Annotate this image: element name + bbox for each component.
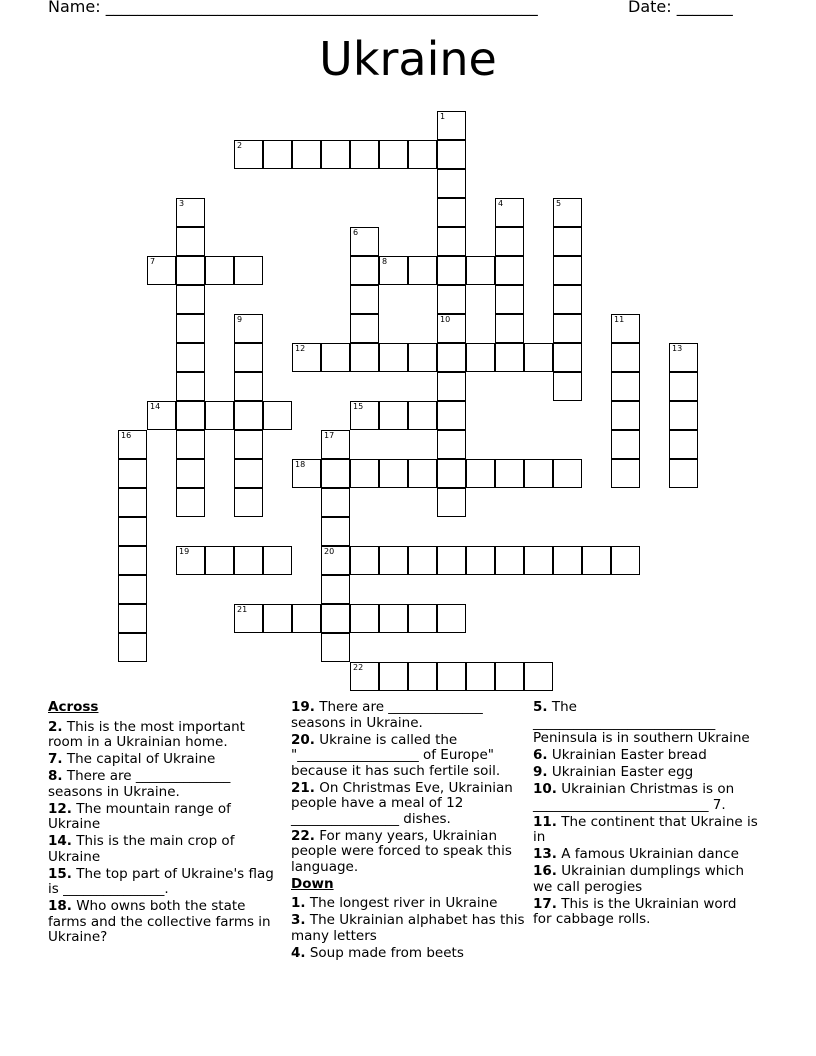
clue-number: 5 <box>556 199 562 208</box>
grid-cell[interactable] <box>205 546 234 575</box>
grid-cell[interactable] <box>495 662 524 691</box>
grid-cell[interactable] <box>263 401 292 430</box>
clue-number-label: 20. <box>291 731 315 748</box>
clue-number: 15 <box>353 402 364 411</box>
clue-text: Ukraine is called the "__________________ of Europe" because it has such fertile soil. <box>291 731 501 779</box>
grid-cell[interactable] <box>234 372 263 401</box>
grid-cell[interactable] <box>350 140 379 169</box>
clue-number: 21 <box>237 605 248 614</box>
grid-cell[interactable] <box>408 256 437 285</box>
clue-number-label: 4. <box>291 944 306 961</box>
grid-cell[interactable] <box>466 546 495 575</box>
clue-text: This is the most important room in a Ukrainian home. <box>48 718 245 750</box>
across-clue <box>48 834 283 865</box>
grid-cell[interactable] <box>176 372 205 401</box>
grid-cell[interactable] <box>321 604 350 633</box>
grid-cell[interactable] <box>437 314 466 343</box>
grid-cell[interactable] <box>234 401 263 430</box>
down-clue <box>291 913 526 944</box>
grid-cell[interactable] <box>176 314 205 343</box>
grid-cell[interactable] <box>118 488 147 517</box>
grid-cell[interactable] <box>437 169 466 198</box>
across-clue <box>291 781 526 828</box>
grid-cell[interactable] <box>553 198 582 227</box>
name-label: Name: <box>48 0 101 16</box>
clue-text: The mountain range of Ukraine <box>48 800 231 832</box>
clue-number: 4 <box>498 199 504 208</box>
clue-text: The capital of Ukraine <box>62 751 216 767</box>
grid-cell[interactable] <box>350 285 379 314</box>
grid-cell[interactable] <box>553 285 582 314</box>
clue-number-label: 13. <box>533 846 557 862</box>
grid-cell[interactable] <box>379 604 408 633</box>
across-clue <box>291 829 526 876</box>
grid-cell[interactable] <box>553 343 582 372</box>
grid-cell[interactable] <box>118 459 147 488</box>
down-clue <box>533 765 758 781</box>
grid-cell[interactable] <box>553 256 582 285</box>
clue-text: The Ukrainian alphabet has this many letters <box>291 912 525 944</box>
grid-cell[interactable] <box>408 343 437 372</box>
grid-cell[interactable] <box>350 401 379 430</box>
across-clue-list <box>48 720 283 946</box>
grid-cell[interactable] <box>437 430 466 459</box>
grid-cell[interactable] <box>292 604 321 633</box>
clue-number-label: 11. <box>533 813 557 830</box>
grid-cell[interactable] <box>234 140 263 169</box>
grid-cell[interactable] <box>234 314 263 343</box>
clue-text: Ukrainian Easter bread <box>547 747 707 763</box>
clue-number: 6 <box>353 228 359 237</box>
grid-cell[interactable] <box>321 633 350 662</box>
clue-text: This is the main crop of Ukraine <box>48 833 235 865</box>
clue-number: 7 <box>150 257 156 266</box>
clue-number-label: 9. <box>533 764 548 780</box>
grid-cell[interactable] <box>234 546 263 575</box>
clue-text: A famous Ukrainian dance <box>556 846 739 862</box>
grid-cell[interactable] <box>350 604 379 633</box>
clue-text: Ukrainian dumplings which we call perogies <box>533 863 745 895</box>
grid-cell[interactable] <box>292 343 321 372</box>
grid-cell[interactable] <box>350 546 379 575</box>
down-clue <box>533 700 758 747</box>
down-clue <box>533 897 758 928</box>
clue-number: 13 <box>672 344 683 353</box>
grid-cell[interactable] <box>234 343 263 372</box>
across-clue-list-continued <box>291 700 526 875</box>
grid-cell[interactable] <box>437 227 466 256</box>
clue-number-label: 16. <box>533 863 557 879</box>
grid-cell[interactable] <box>611 459 640 488</box>
grid-cell[interactable] <box>321 575 350 604</box>
clue-number: 22 <box>353 663 364 672</box>
clue-number: 20 <box>324 547 335 556</box>
clues-column-2 <box>291 700 526 963</box>
grid-cell[interactable] <box>234 459 263 488</box>
grid-cell[interactable] <box>234 256 263 285</box>
grid-cell[interactable] <box>437 285 466 314</box>
down-clue <box>533 864 758 895</box>
grid-cell[interactable] <box>176 430 205 459</box>
clue-number-label: 14. <box>48 833 72 849</box>
down-clue <box>291 946 526 962</box>
clue-number-label: 21. <box>291 779 315 796</box>
grid-cell[interactable] <box>524 546 553 575</box>
grid-cell[interactable] <box>234 604 263 633</box>
clue-number-label: 15. <box>48 865 72 882</box>
clue-number: 1 <box>440 112 446 121</box>
grid-cell[interactable] <box>321 459 350 488</box>
clue-text: Ukrainian Christmas is on __________________________ 7. <box>533 781 735 813</box>
grid-cell[interactable] <box>495 546 524 575</box>
grid-cell[interactable] <box>379 662 408 691</box>
grid-cell[interactable] <box>611 430 640 459</box>
clue-number: 9 <box>237 315 243 324</box>
grid-cell[interactable] <box>524 662 553 691</box>
date-blank[interactable]: _______ <box>676 0 733 16</box>
clue-number-label: 8. <box>48 768 63 784</box>
clue-number: 11 <box>614 315 625 324</box>
across-clue <box>48 752 283 768</box>
clue-text: There are ______________ seasons in Ukraine. <box>48 768 231 800</box>
clue-text: The longest river in Ukraine <box>305 895 498 911</box>
grid-cell[interactable] <box>350 343 379 372</box>
grid-cell[interactable] <box>263 140 292 169</box>
clue-text: The continent that Ukraine is in <box>533 813 758 845</box>
grid-cell[interactable] <box>205 401 234 430</box>
grid-cell[interactable] <box>611 401 640 430</box>
grid-cell[interactable] <box>495 343 524 372</box>
grid-cell[interactable] <box>669 401 698 430</box>
clue-number-label: 5. <box>533 699 548 715</box>
clue-number-label: 7. <box>48 751 63 767</box>
grid-cell[interactable] <box>118 604 147 633</box>
across-clue <box>48 899 283 946</box>
grid-cell[interactable] <box>437 111 466 140</box>
clue-number: 18 <box>295 460 306 469</box>
clue-number: 12 <box>295 344 306 353</box>
grid-cell[interactable] <box>292 140 321 169</box>
clue-number-label: 19. <box>291 699 315 715</box>
grid-cell[interactable] <box>553 314 582 343</box>
clue-number-label: 17. <box>533 895 557 912</box>
grid-cell[interactable] <box>408 401 437 430</box>
down-clue <box>533 782 758 813</box>
clue-number-label: 22. <box>291 827 315 844</box>
grid-cell[interactable] <box>611 343 640 372</box>
grid-cell[interactable] <box>553 227 582 256</box>
grid-cell[interactable] <box>669 430 698 459</box>
grid-cell[interactable] <box>437 372 466 401</box>
grid-cell[interactable] <box>176 343 205 372</box>
grid-cell[interactable] <box>582 546 611 575</box>
clue-number-label: 2. <box>48 718 63 735</box>
down-clue-list <box>291 896 526 961</box>
clue-text: For many years, Ukrainian people were forced to speak this language. <box>291 827 512 875</box>
grid-cell[interactable] <box>176 401 205 430</box>
grid-cell[interactable] <box>437 256 466 285</box>
grid-cell[interactable] <box>437 459 466 488</box>
grid-cell[interactable] <box>379 140 408 169</box>
across-clue <box>48 802 283 833</box>
grid-cell[interactable] <box>292 459 321 488</box>
clue-text: Who owns both the state farms and the collective farms in Ukraine? <box>48 898 271 945</box>
grid-cell[interactable] <box>553 459 582 488</box>
grid-cell[interactable] <box>611 372 640 401</box>
grid-cell[interactable] <box>234 488 263 517</box>
clues-column-1 <box>48 700 283 947</box>
down-clue <box>291 896 526 912</box>
grid-cell[interactable] <box>437 198 466 227</box>
grid-cell[interactable] <box>437 662 466 691</box>
grid-cell[interactable] <box>379 546 408 575</box>
grid-cell[interactable] <box>118 633 147 662</box>
grid-cell[interactable] <box>147 256 176 285</box>
grid-cell[interactable] <box>408 140 437 169</box>
grid-cell[interactable] <box>176 546 205 575</box>
grid-cell[interactable] <box>321 343 350 372</box>
grid-cell[interactable] <box>669 372 698 401</box>
clue-number: 17 <box>324 431 335 440</box>
grid-cell[interactable] <box>234 430 263 459</box>
across-clue <box>48 769 283 800</box>
clue-number: 3 <box>179 199 185 208</box>
grid-cell[interactable] <box>321 488 350 517</box>
grid-cell[interactable] <box>118 517 147 546</box>
clue-number-label: 18. <box>48 898 72 914</box>
grid-cell[interactable] <box>524 459 553 488</box>
grid-cell[interactable] <box>495 198 524 227</box>
grid-cell[interactable] <box>466 256 495 285</box>
grid-cell[interactable] <box>437 546 466 575</box>
clue-number-label: 3. <box>291 912 306 928</box>
grid-cell[interactable] <box>118 575 147 604</box>
grid-cell[interactable] <box>408 662 437 691</box>
across-clue <box>291 733 526 780</box>
grid-cell[interactable] <box>669 459 698 488</box>
clue-number: 16 <box>121 431 132 440</box>
grid-cell[interactable] <box>553 372 582 401</box>
grid-cell[interactable] <box>379 343 408 372</box>
grid-cell[interactable] <box>350 256 379 285</box>
grid-cell[interactable] <box>437 488 466 517</box>
grid-cell[interactable] <box>118 430 147 459</box>
grid-cell[interactable] <box>350 314 379 343</box>
grid-cell[interactable] <box>495 227 524 256</box>
grid-cell[interactable] <box>205 256 234 285</box>
clues-column-3 <box>533 700 758 929</box>
clue-number: 2 <box>237 141 243 150</box>
grid-cell[interactable] <box>437 604 466 633</box>
down-clue <box>533 847 758 863</box>
grid-cell[interactable] <box>437 140 466 169</box>
clue-text: On Christmas Eve, Ukrainian people have a meal of 12 ________________ dishes. <box>291 779 513 827</box>
grid-cell[interactable] <box>321 546 350 575</box>
clue-number: 8 <box>382 257 388 266</box>
grid-cell[interactable] <box>147 401 176 430</box>
grid-cell[interactable] <box>495 314 524 343</box>
grid-cell[interactable] <box>263 546 292 575</box>
clue-number-label: 12. <box>48 800 72 817</box>
clue-text: There are ______________ seasons in Ukraine. <box>291 699 483 731</box>
down-clue-list-continued <box>533 700 758 928</box>
clue-number: 14 <box>150 402 161 411</box>
clue-number: 10 <box>440 315 451 324</box>
grid-cell[interactable] <box>321 517 350 546</box>
grid-cell[interactable] <box>263 604 292 633</box>
name-blank[interactable]: ______________________________________________________ <box>105 0 538 16</box>
grid-cell[interactable] <box>437 401 466 430</box>
grid-cell[interactable] <box>321 140 350 169</box>
grid-cell[interactable] <box>495 459 524 488</box>
grid-cell[interactable] <box>321 430 350 459</box>
clue-text: The ___________________________ Peninsula is in southern Ukraine <box>533 699 750 746</box>
clue-number-label: 1. <box>291 895 306 911</box>
grid-cell[interactable] <box>408 604 437 633</box>
grid-cell[interactable] <box>466 662 495 691</box>
grid-cell[interactable] <box>553 546 582 575</box>
grid-cell[interactable] <box>176 459 205 488</box>
clue-number: 19 <box>179 547 190 556</box>
grid-cell[interactable] <box>176 488 205 517</box>
clue-text: This is the Ukrainian word for cabbage rolls. <box>533 895 737 927</box>
grid-cell[interactable] <box>176 198 205 227</box>
grid-cell[interactable] <box>495 256 524 285</box>
grid-cell[interactable] <box>611 314 640 343</box>
grid-cell[interactable] <box>524 343 553 372</box>
grid-cell[interactable] <box>350 227 379 256</box>
grid-cell[interactable] <box>379 459 408 488</box>
grid-cell[interactable] <box>350 662 379 691</box>
page-title: Ukraine <box>319 32 497 86</box>
down-heading: Down <box>291 875 334 892</box>
clue-text: The top part of Ukraine's flag is _______________. <box>48 865 274 897</box>
grid-cell[interactable] <box>176 256 205 285</box>
down-clue <box>533 815 758 846</box>
grid-cell[interactable] <box>495 285 524 314</box>
down-clue <box>533 748 758 764</box>
clue-number-label: 6. <box>533 747 548 763</box>
grid-cell[interactable] <box>466 343 495 372</box>
across-clue <box>48 720 283 751</box>
grid-cell[interactable] <box>669 343 698 372</box>
grid-cell[interactable] <box>466 459 495 488</box>
clue-number-label: 10. <box>533 781 557 797</box>
grid-cell[interactable] <box>118 546 147 575</box>
grid-cell[interactable] <box>408 459 437 488</box>
grid-cell[interactable] <box>379 401 408 430</box>
across-heading: Across <box>48 699 99 715</box>
clue-text: Soup made from beets <box>305 944 464 961</box>
grid-cell[interactable] <box>379 256 408 285</box>
clue-text: Ukrainian Easter egg <box>547 764 694 780</box>
grid-cell[interactable] <box>611 546 640 575</box>
date-label: Date: <box>628 0 672 16</box>
across-clue <box>48 867 283 898</box>
grid-cell[interactable] <box>176 227 205 256</box>
grid-cell[interactable] <box>176 285 205 314</box>
grid-cell[interactable] <box>350 459 379 488</box>
grid-cell[interactable] <box>408 546 437 575</box>
grid-cell[interactable] <box>437 343 466 372</box>
across-clue <box>291 700 526 731</box>
